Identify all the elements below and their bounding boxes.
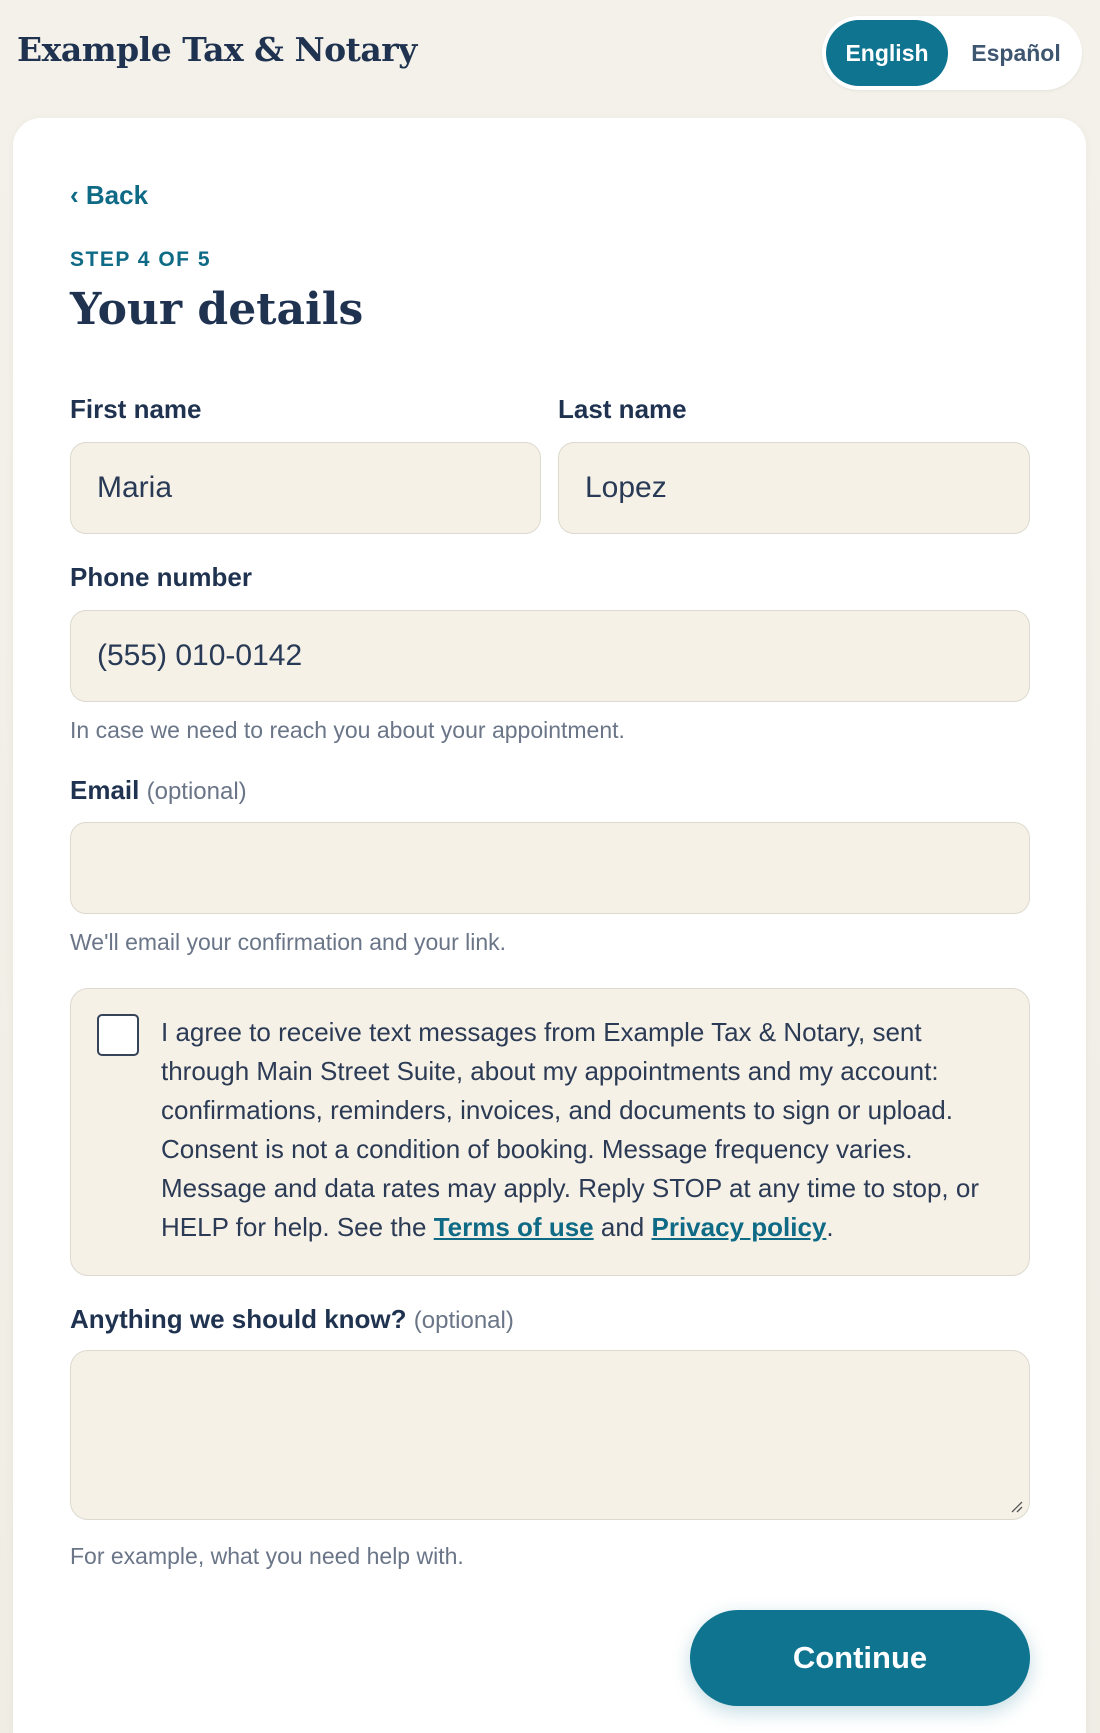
language-switch bbox=[822, 16, 1082, 90]
notes-help-text: For example, what you need help with. bbox=[70, 1543, 464, 1569]
back-link[interactable]: ‹ Back bbox=[70, 180, 149, 210]
phone-field[interactable] bbox=[70, 610, 1030, 702]
phone-help-text: In case we need to reach you about your appointment. bbox=[70, 717, 625, 743]
first-name-value: Maria bbox=[97, 471, 173, 504]
last-name-field[interactable] bbox=[558, 442, 1030, 534]
email-help-text: We'll email your confirmation and your link. bbox=[70, 929, 507, 955]
page-title: Your details bbox=[70, 284, 364, 335]
phone-value: (555) 010-0142 bbox=[97, 639, 303, 672]
last-name-label: Last name bbox=[558, 394, 687, 424]
continue-button[interactable]: Continue bbox=[690, 1610, 1030, 1706]
email-label-text: Email bbox=[70, 775, 140, 805]
sms-consent-text bbox=[161, 1013, 1011, 1247]
header bbox=[0, 0, 1100, 110]
notes-optional-tag: (optional) bbox=[413, 1307, 514, 1334]
notes-label-text: Anything we should know? bbox=[70, 1304, 407, 1334]
first-name-field[interactable] bbox=[70, 442, 541, 534]
first-name-label: First name bbox=[70, 394, 202, 424]
email-label bbox=[70, 775, 247, 806]
notes-textarea[interactable] bbox=[70, 1350, 1030, 1520]
consent-and: and bbox=[600, 1212, 645, 1242]
email-optional-tag: (optional) bbox=[146, 778, 247, 805]
sms-consent-checkbox[interactable] bbox=[97, 1014, 139, 1056]
step-indicator: STEP 4 OF 5 bbox=[70, 248, 211, 271]
privacy-policy-link[interactable]: Privacy policy bbox=[651, 1212, 827, 1242]
resize-handle-icon[interactable] bbox=[1009, 1499, 1023, 1513]
language-spanish-button[interactable]: Español bbox=[971, 39, 1061, 66]
last-name-value: Lopez bbox=[585, 471, 667, 504]
terms-of-use-link[interactable]: Terms of use bbox=[433, 1212, 594, 1242]
phone-label: Phone number bbox=[70, 562, 253, 592]
brand-logo[interactable]: Example Tax & Notary bbox=[17, 30, 417, 69]
email-field[interactable] bbox=[70, 822, 1030, 914]
sms-consent-body: I agree to receive text messages from Example Tax & Notary, sent through Main Street Suite, about my appointments and my account: confirmations, reminders, invoices, and documents to sign or upload. Consent is not a condition of booking. Message frequency varies. Message and data rates may apply. Reply STOP at any time to stop, or HELP for help. See the bbox=[161, 1017, 979, 1242]
notes-label bbox=[70, 1304, 514, 1335]
language-english-button[interactable]: English bbox=[826, 20, 948, 86]
consent-end: . bbox=[826, 1212, 834, 1242]
sms-consent-box bbox=[70, 988, 1030, 1276]
